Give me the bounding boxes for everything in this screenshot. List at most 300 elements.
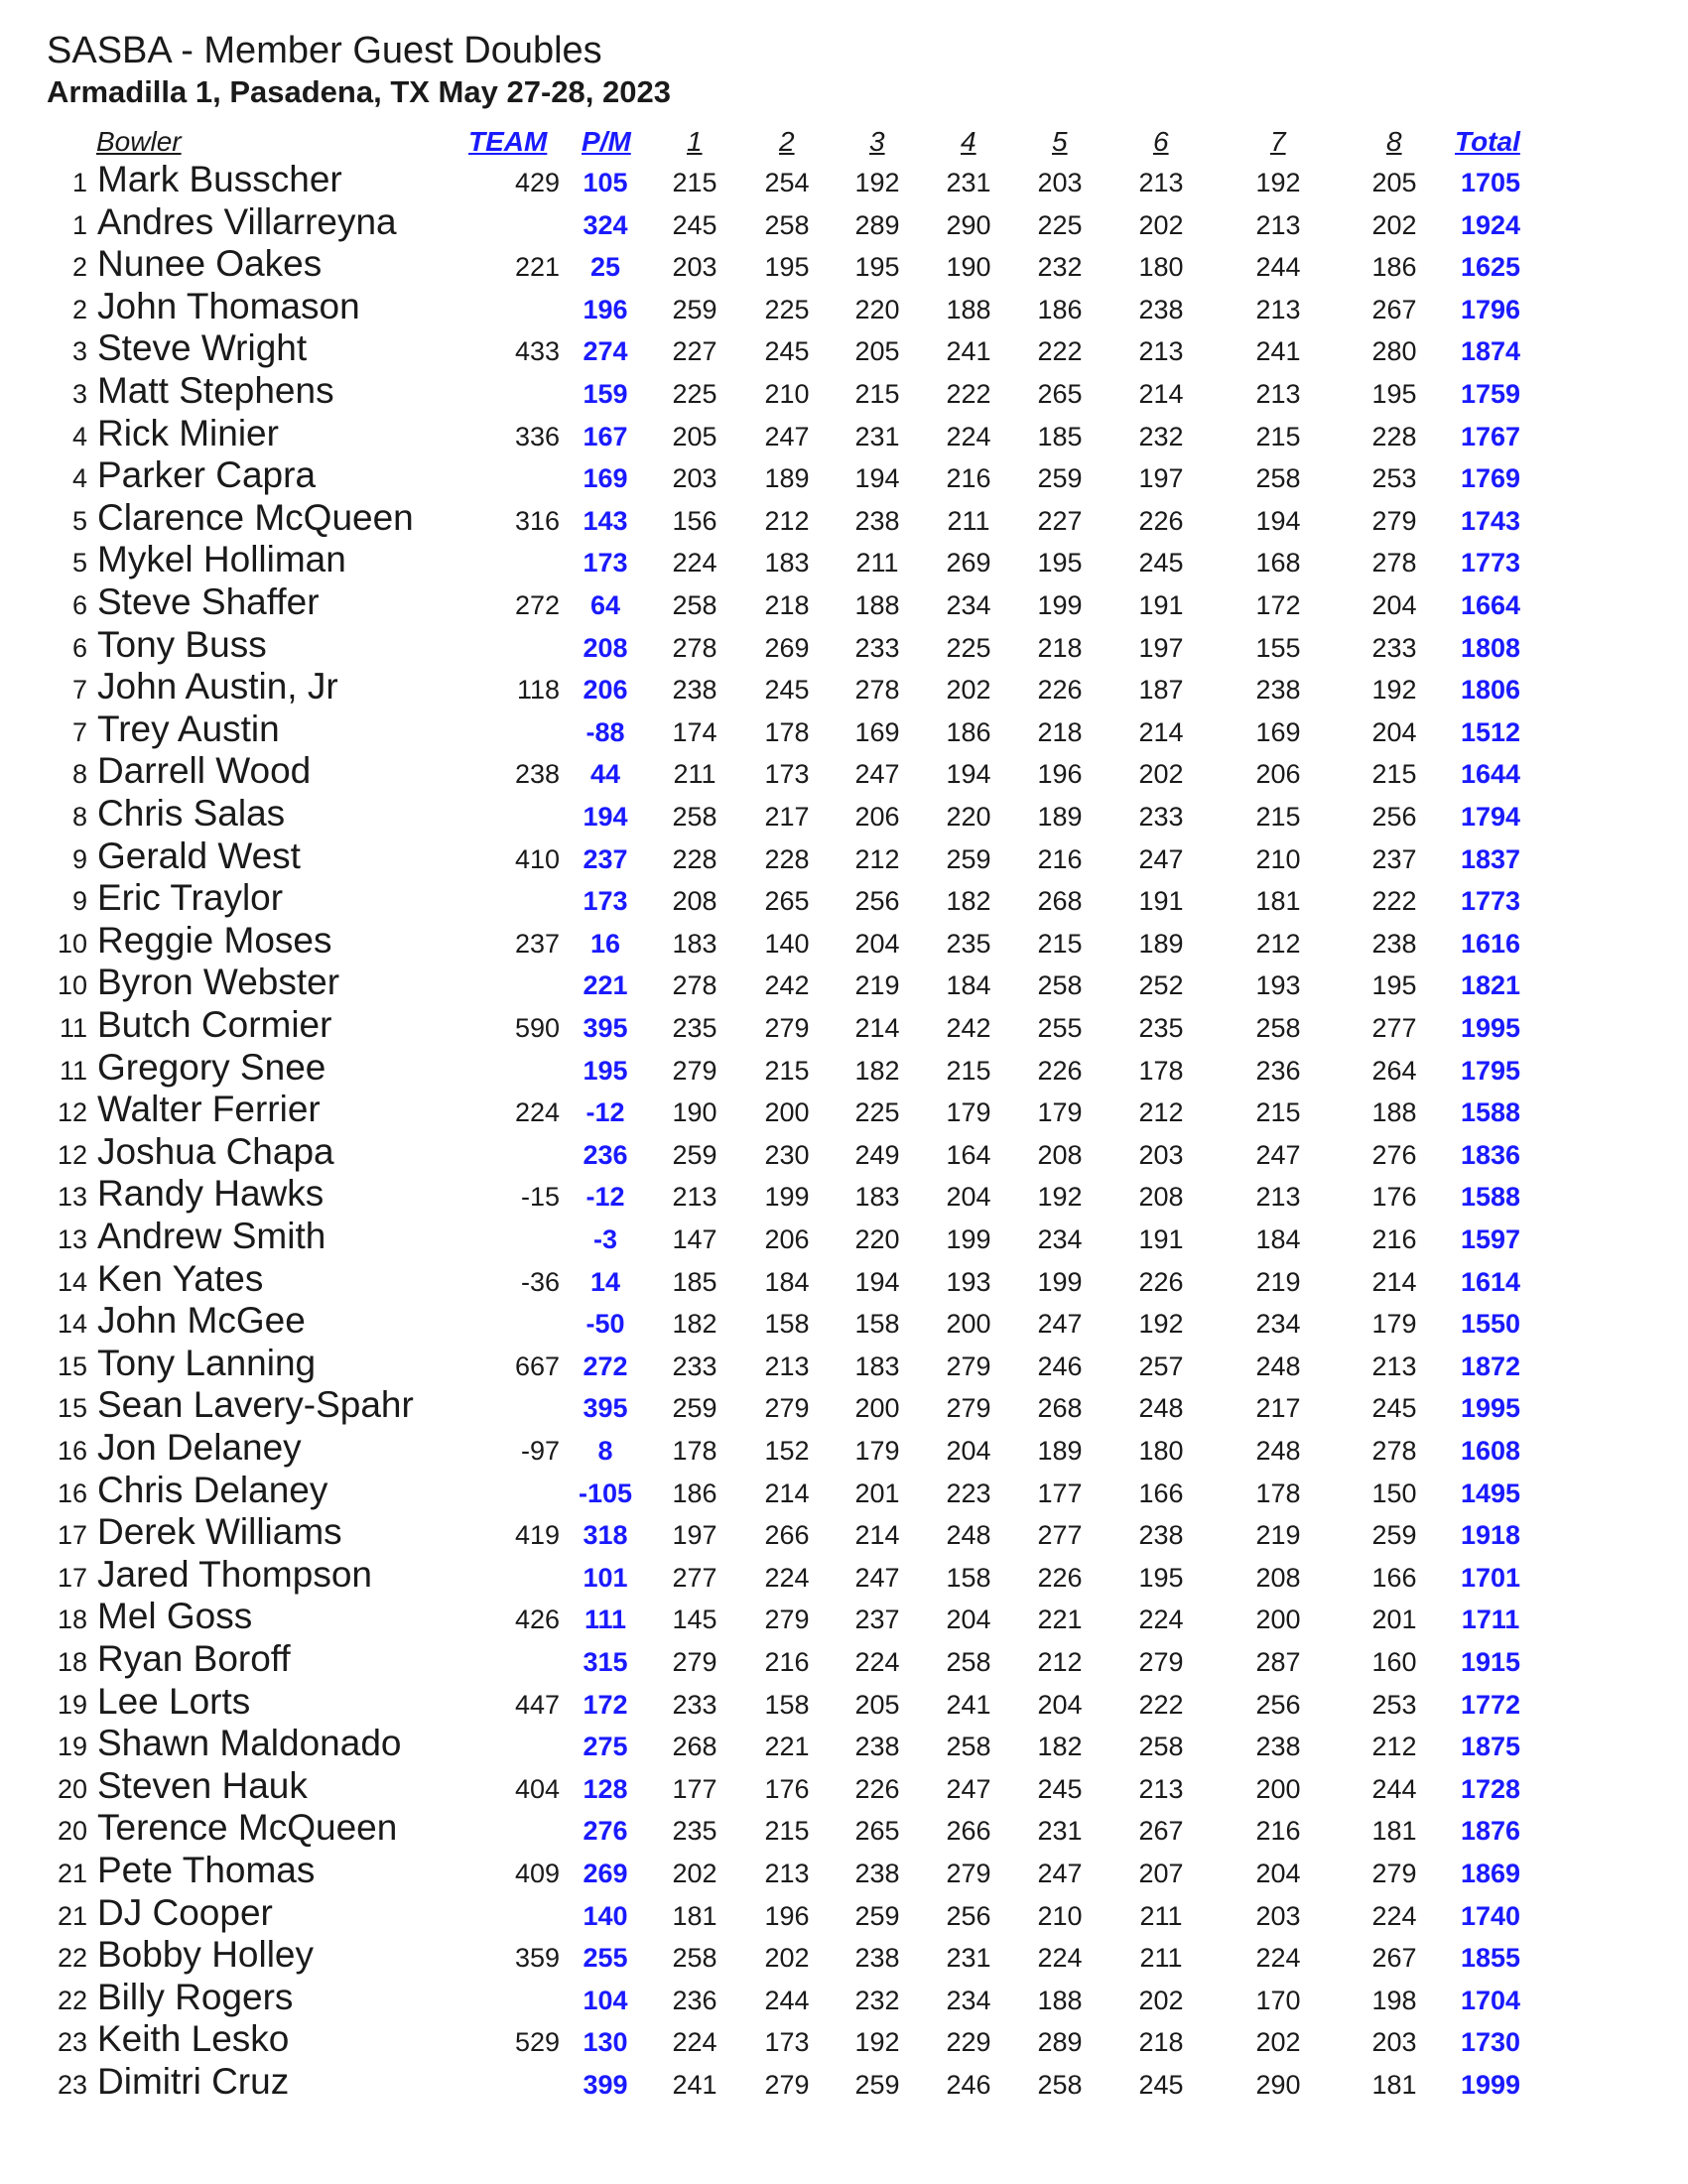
game-4-score: 194 — [946, 759, 991, 790]
game-5-score: 189 — [1037, 802, 1083, 832]
bowler-name: Ken Yates — [97, 1257, 264, 1299]
bowler-name: John Austin, Jr — [97, 666, 338, 707]
game-8-score: 253 — [1371, 1689, 1417, 1720]
game-2-score: 242 — [764, 970, 810, 1001]
bowler-rank: 3 — [71, 336, 87, 367]
bowler-name: Jon Delaney — [97, 1427, 302, 1468]
game-5-score: 226 — [1037, 675, 1083, 706]
total-score: 1995 — [1460, 1393, 1521, 1424]
bowler-name: Steve Wright — [97, 327, 308, 369]
total-score: 1644 — [1460, 759, 1521, 790]
game-1-score: 147 — [672, 1224, 717, 1254]
game-2-score: 184 — [764, 1266, 810, 1297]
game-7-score: 192 — [1255, 168, 1301, 197]
game-3-score: 219 — [854, 970, 900, 1001]
game-3-score: 194 — [854, 463, 900, 494]
game-2-score: 254 — [764, 168, 810, 197]
game-2-score: 221 — [764, 1732, 810, 1762]
game-6-score: 218 — [1138, 2027, 1184, 2058]
bowler-name: Tony Buss — [97, 623, 267, 665]
game-8-score: 181 — [1371, 2070, 1417, 2100]
game-2-score: 244 — [764, 1985, 810, 2015]
game-4-score: 258 — [946, 1647, 991, 1677]
game-7-score: 236 — [1255, 1055, 1301, 1086]
bowler-name: Steve Shaffer — [97, 581, 320, 622]
total-score: 1701 — [1460, 1562, 1521, 1593]
game-3-score: 214 — [854, 1013, 900, 1043]
total-score: 1869 — [1460, 1859, 1521, 1888]
plus-minus: 315 — [583, 1647, 628, 1677]
bowler-rank: 6 — [71, 632, 87, 663]
game-6-score: 226 — [1138, 505, 1184, 536]
game-6-score: 258 — [1138, 1732, 1184, 1762]
game-1-score: 185 — [672, 1266, 717, 1297]
game-2-score: 195 — [764, 252, 810, 283]
total-score: 1772 — [1460, 1689, 1521, 1720]
game-3-score: 249 — [854, 1139, 900, 1170]
game-4-score: 258 — [946, 1732, 991, 1762]
game-4-score: 211 — [947, 505, 990, 536]
game-3-score: 206 — [854, 802, 900, 832]
game-5-score: 289 — [1037, 2027, 1083, 2058]
total-score: 1837 — [1460, 843, 1521, 874]
game-1-score: 241 — [672, 2070, 717, 2100]
game-7-score: 216 — [1255, 1816, 1301, 1847]
bowler-rank: 6 — [71, 590, 87, 620]
game-2-score: 199 — [764, 1182, 810, 1213]
game-2-score: 196 — [764, 1900, 810, 1931]
game-6-score: 213 — [1138, 336, 1184, 367]
header-bowler: Bowler — [96, 126, 182, 157]
game-3-score: 225 — [854, 1097, 900, 1128]
bowler-name: Billy Rogers — [97, 1976, 294, 2017]
bowler-name: Chris Delaney — [97, 1469, 328, 1510]
game-5-score: 189 — [1037, 1436, 1083, 1466]
game-6-score: 238 — [1138, 1520, 1184, 1551]
team-score: 419 — [514, 1520, 560, 1551]
game-5-score: 195 — [1037, 548, 1083, 578]
bowler-rank: 11 — [59, 1055, 87, 1086]
bowler-rank: 16 — [57, 1436, 87, 1466]
game-1-score: 233 — [672, 1350, 717, 1381]
game-8-score: 195 — [1371, 970, 1417, 1001]
total-score: 1915 — [1460, 1647, 1521, 1677]
game-8-score: 188 — [1371, 1097, 1417, 1128]
game-8-score: 179 — [1371, 1309, 1417, 1340]
game-6-score: 180 — [1138, 1436, 1184, 1466]
game-7-score: 215 — [1255, 802, 1301, 832]
bowler-name: Reggie Moses — [97, 919, 332, 961]
total-score: 1728 — [1460, 1773, 1521, 1804]
game-6-score: 232 — [1138, 421, 1184, 451]
total-score: 1995 — [1460, 1013, 1521, 1043]
game-3-score: 214 — [854, 1520, 900, 1551]
team-score: 429 — [514, 168, 560, 197]
total-score: 1924 — [1460, 209, 1521, 240]
game-8-score: 245 — [1371, 1393, 1417, 1424]
game-7-score: 213 — [1255, 379, 1301, 409]
game-5-score: 247 — [1037, 1309, 1083, 1340]
total-score: 1795 — [1460, 1055, 1521, 1086]
game-1-score: 235 — [672, 1013, 717, 1043]
bowler-name: Matt Stephens — [97, 370, 334, 411]
game-5-score: 179 — [1037, 1097, 1083, 1128]
game-7-score: 234 — [1255, 1309, 1301, 1340]
plus-minus: 237 — [583, 843, 628, 874]
total-score: 1614 — [1460, 1266, 1521, 1297]
game-6-score: 195 — [1138, 1562, 1184, 1593]
game-2-score: 266 — [764, 1520, 810, 1551]
bowler-rank: 9 — [71, 843, 87, 874]
bowler-name: Dimitri Cruz — [97, 2061, 290, 2102]
plus-minus: 196 — [583, 294, 628, 324]
bowler-name: Pete Thomas — [97, 1850, 316, 1890]
game-4-score: 224 — [946, 421, 991, 451]
game-5-score: 255 — [1037, 1013, 1083, 1043]
game-2-score: 215 — [764, 1055, 810, 1086]
game-6-score: 178 — [1138, 1055, 1184, 1086]
game-5-score: 218 — [1037, 716, 1083, 747]
plus-minus: -12 — [585, 1182, 625, 1213]
total-score: 1875 — [1460, 1732, 1521, 1762]
bowler-name: Ryan Boroff — [97, 1638, 291, 1679]
game-7-score: 213 — [1255, 294, 1301, 324]
game-7-score: 248 — [1255, 1350, 1301, 1381]
game-1-score: 181 — [672, 1900, 717, 1931]
plus-minus: 195 — [583, 1055, 628, 1086]
team-score: -15 — [520, 1182, 560, 1213]
total-score: 1918 — [1460, 1520, 1521, 1551]
game-4-score: 158 — [946, 1562, 991, 1593]
bowler-rank: 2 — [71, 252, 87, 283]
game-2-score: 247 — [764, 421, 810, 451]
game-1-score: 258 — [672, 1943, 717, 1974]
total-score: 1550 — [1460, 1309, 1521, 1340]
bowler-rank: 13 — [57, 1224, 87, 1254]
total-score: 1740 — [1460, 1900, 1521, 1931]
game-3-score: 195 — [854, 252, 900, 283]
game-8-score: 195 — [1371, 379, 1417, 409]
bowler-rank: 18 — [57, 1647, 87, 1677]
game-2-score: 245 — [764, 336, 810, 367]
game-7-score: 238 — [1255, 1732, 1301, 1762]
game-6-score: 238 — [1138, 294, 1184, 324]
game-1-score: 197 — [672, 1520, 717, 1551]
plus-minus: 173 — [583, 886, 628, 917]
plus-minus: 104 — [583, 1985, 628, 2015]
game-1-score: 156 — [672, 505, 717, 536]
bowler-name: Andrew Smith — [97, 1216, 326, 1256]
game-6-score: 211 — [1139, 1943, 1183, 1974]
plus-minus: 275 — [583, 1732, 628, 1762]
team-score: 359 — [514, 1943, 560, 1974]
bowler-name: Parker Capra — [97, 454, 317, 496]
total-score: 1495 — [1460, 1477, 1521, 1508]
game-1-score: 224 — [672, 548, 717, 578]
game-1-score: 213 — [672, 1182, 717, 1213]
game-6-score: 213 — [1138, 168, 1184, 197]
game-8-score: 276 — [1371, 1139, 1417, 1170]
game-3-score: 220 — [854, 294, 900, 324]
bowler-rank: 19 — [57, 1732, 87, 1762]
bowler-name: Byron Webster — [97, 962, 340, 1003]
game-2-score: 173 — [764, 759, 810, 790]
header-game-5: 5 — [1052, 126, 1068, 157]
game-3-score: 247 — [854, 759, 900, 790]
game-2-score: 225 — [764, 294, 810, 324]
game-4-score: 204 — [946, 1605, 991, 1635]
game-4-score: 184 — [946, 970, 991, 1001]
total-score: 1806 — [1460, 675, 1521, 706]
plus-minus: -12 — [585, 1097, 625, 1128]
game-3-score: 192 — [854, 2027, 900, 2058]
game-4-score: 279 — [946, 1393, 991, 1424]
game-1-score: 186 — [672, 1477, 717, 1508]
game-8-score: 181 — [1371, 1816, 1417, 1847]
bowler-name: Rick Minier — [97, 412, 279, 453]
game-2-score: 206 — [764, 1224, 810, 1254]
game-7-score: 200 — [1255, 1773, 1301, 1804]
bowler-rank: 15 — [57, 1393, 87, 1424]
team-score: 410 — [514, 843, 560, 874]
header-game-8: 8 — [1386, 126, 1402, 157]
game-2-score: 258 — [764, 209, 810, 240]
game-8-score: 280 — [1371, 336, 1417, 367]
total-score: 1999 — [1460, 2070, 1521, 2100]
game-8-score: 205 — [1371, 168, 1417, 197]
game-7-score: 200 — [1255, 1605, 1301, 1635]
game-8-score: 216 — [1371, 1224, 1417, 1254]
plus-minus: 169 — [583, 463, 628, 494]
game-8-score: 202 — [1371, 209, 1417, 240]
team-score: 272 — [514, 590, 560, 620]
game-1-score: 208 — [672, 886, 717, 917]
bowler-name: Tony Lanning — [97, 1342, 317, 1383]
plus-minus: 395 — [583, 1013, 628, 1043]
plus-minus: 143 — [583, 505, 628, 536]
game-2-score: 228 — [764, 843, 810, 874]
game-6-score: 191 — [1138, 886, 1184, 917]
game-5-score: 216 — [1037, 843, 1083, 874]
bowler-name: Darrell Wood — [97, 750, 312, 792]
game-1-score: 225 — [672, 379, 717, 409]
game-7-score: 181 — [1255, 886, 1301, 917]
game-5-score: 268 — [1037, 886, 1083, 917]
game-3-score: 192 — [854, 168, 900, 197]
plus-minus: 236 — [583, 1139, 628, 1170]
game-4-score: 241 — [946, 1689, 991, 1720]
total-score: 1664 — [1460, 590, 1521, 620]
game-6-score: 245 — [1138, 2070, 1184, 2100]
game-3-score: 238 — [854, 1859, 900, 1888]
bowler-name: Walter Ferrier — [97, 1089, 321, 1130]
plus-minus: 128 — [583, 1773, 628, 1804]
bowler-name: Chris Salas — [97, 793, 286, 834]
header-game-6: 6 — [1153, 126, 1169, 157]
game-7-score: 248 — [1255, 1436, 1301, 1466]
plus-minus: 140 — [583, 1900, 628, 1931]
game-7-score: 203 — [1255, 1900, 1301, 1931]
game-6-score: 203 — [1138, 1139, 1184, 1170]
game-8-score: 160 — [1371, 1647, 1417, 1677]
plus-minus: 221 — [583, 970, 628, 1001]
game-5-score: 231 — [1037, 1816, 1083, 1847]
bowler-rank: 17 — [57, 1520, 87, 1551]
header-pm: P/M — [582, 126, 631, 157]
game-5-score: 245 — [1037, 1773, 1083, 1804]
game-5-score: 226 — [1037, 1055, 1083, 1086]
bowler-name: Shawn Maldonado — [97, 1723, 402, 1764]
game-2-score: 215 — [764, 1816, 810, 1847]
game-3-score: 238 — [854, 1943, 900, 1974]
game-4-score: 259 — [946, 843, 991, 874]
game-3-score: 194 — [854, 1266, 900, 1297]
bowler-name: DJ Cooper — [97, 1891, 273, 1933]
game-1-score: 177 — [672, 1773, 717, 1804]
total-score: 1773 — [1460, 548, 1521, 578]
game-1-score: 227 — [672, 336, 717, 367]
game-5-score: 259 — [1037, 463, 1083, 494]
game-2-score: 218 — [764, 590, 810, 620]
game-8-score: 233 — [1371, 632, 1417, 663]
game-1-score: 258 — [672, 802, 717, 832]
game-7-score: 258 — [1255, 1013, 1301, 1043]
game-2-score: 183 — [764, 548, 810, 578]
game-5-score: 192 — [1037, 1182, 1083, 1213]
game-5-score: 177 — [1037, 1477, 1083, 1508]
bowler-name: Eric Traylor — [97, 877, 284, 919]
game-6-score: 166 — [1138, 1477, 1184, 1508]
team-score: 237 — [514, 928, 560, 959]
game-3-score: 183 — [854, 1182, 900, 1213]
plus-minus: -3 — [592, 1224, 617, 1254]
game-5-score: 199 — [1037, 1266, 1083, 1297]
game-2-score: 230 — [764, 1139, 810, 1170]
bowler-rank: 23 — [57, 2027, 87, 2058]
bowler-name: Mark Busscher — [97, 159, 342, 199]
game-3-score: 289 — [854, 209, 900, 240]
game-4-score: 290 — [946, 209, 991, 240]
game-6-score: 252 — [1138, 970, 1184, 1001]
game-1-score: 259 — [672, 1139, 717, 1170]
game-7-score: 169 — [1255, 716, 1301, 747]
game-4-score: 279 — [946, 1859, 991, 1888]
header-game-3: 3 — [869, 126, 885, 157]
game-5-score: 212 — [1037, 1647, 1083, 1677]
total-score: 1705 — [1460, 168, 1521, 197]
game-6-score: 191 — [1138, 1224, 1184, 1254]
game-7-score: 215 — [1255, 421, 1301, 451]
game-7-score: 204 — [1255, 1859, 1301, 1888]
game-8-score: 279 — [1371, 505, 1417, 536]
bowler-rank: 4 — [71, 463, 87, 494]
game-3-score: 169 — [854, 716, 900, 747]
plus-minus: 105 — [583, 168, 628, 197]
game-1-score: 268 — [672, 1732, 717, 1762]
game-7-score: 172 — [1255, 590, 1301, 620]
bowler-name: Keith Lesko — [97, 2018, 290, 2060]
game-4-score: 216 — [946, 463, 991, 494]
game-8-score: 264 — [1371, 1055, 1417, 1086]
plus-minus: 269 — [583, 1859, 628, 1888]
game-1-score: 215 — [672, 168, 717, 197]
game-6-score: 202 — [1138, 759, 1184, 790]
game-3-score: 201 — [854, 1477, 900, 1508]
game-8-score: 204 — [1371, 590, 1417, 620]
game-1-score: 277 — [672, 1562, 717, 1593]
team-score: -36 — [520, 1266, 560, 1297]
plus-minus: -88 — [585, 716, 625, 747]
game-4-score: 190 — [946, 252, 991, 283]
plus-minus: 64 — [589, 590, 621, 620]
game-4-score: 164 — [946, 1139, 991, 1170]
team-score: 224 — [514, 1097, 560, 1128]
bowler-rank: 14 — [57, 1309, 87, 1340]
plus-minus: 173 — [583, 548, 628, 578]
game-5-score: 204 — [1037, 1689, 1083, 1720]
bowler-rank: 5 — [71, 548, 87, 578]
game-4-score: 204 — [946, 1182, 991, 1213]
game-8-score: 166 — [1371, 1562, 1417, 1593]
team-score: 221 — [514, 252, 560, 283]
game-1-score: 236 — [672, 1985, 717, 2015]
game-3-score: 183 — [854, 1350, 900, 1381]
game-4-score: 182 — [946, 886, 991, 917]
bowler-name: Mel Goss — [97, 1596, 253, 1637]
game-8-score: 222 — [1371, 886, 1417, 917]
game-2-score: 176 — [764, 1773, 810, 1804]
game-2-score: 152 — [764, 1436, 810, 1466]
bowler-rank: 12 — [57, 1139, 87, 1170]
game-1-score: 182 — [672, 1309, 717, 1340]
game-8-score: 201 — [1371, 1605, 1417, 1635]
game-8-score: 278 — [1371, 1436, 1417, 1466]
game-5-score: 222 — [1037, 336, 1083, 367]
game-3-score: 259 — [854, 1900, 900, 1931]
total-score: 1704 — [1460, 1985, 1521, 2015]
game-8-score: 204 — [1371, 716, 1417, 747]
game-3-score: 205 — [854, 336, 900, 367]
game-5-score: 258 — [1037, 2070, 1083, 2100]
page-title: SASBA - Member Guest Doubles — [47, 30, 602, 71]
bowler-rank: 2 — [71, 294, 87, 324]
bowler-rank: 15 — [57, 1350, 87, 1381]
game-5-score: 224 — [1037, 1943, 1083, 1974]
game-3-score: 259 — [854, 2070, 900, 2100]
game-4-score: 234 — [946, 590, 991, 620]
game-6-score: 197 — [1138, 632, 1184, 663]
total-score: 1608 — [1460, 1436, 1521, 1466]
game-5-score: 226 — [1037, 1562, 1083, 1593]
bowler-name: Jared Thompson — [97, 1553, 372, 1595]
game-6-score: 279 — [1138, 1647, 1184, 1677]
plus-minus: -50 — [585, 1309, 625, 1340]
bowler-rank: 13 — [57, 1182, 87, 1213]
game-7-score: 170 — [1255, 1985, 1301, 2015]
game-3-score: 256 — [854, 886, 900, 917]
game-6-score: 267 — [1138, 1816, 1184, 1847]
game-3-score: 158 — [854, 1309, 900, 1340]
plus-minus: 14 — [589, 1266, 621, 1297]
game-8-score: 213 — [1371, 1350, 1417, 1381]
game-6-score: 247 — [1138, 843, 1184, 874]
game-6-score: 245 — [1138, 548, 1184, 578]
game-7-score: 155 — [1255, 632, 1301, 663]
bowler-name: Trey Austin — [97, 707, 280, 749]
game-6-score: 202 — [1138, 209, 1184, 240]
game-6-score: 222 — [1138, 1689, 1184, 1720]
game-1-score: 203 — [672, 463, 717, 494]
